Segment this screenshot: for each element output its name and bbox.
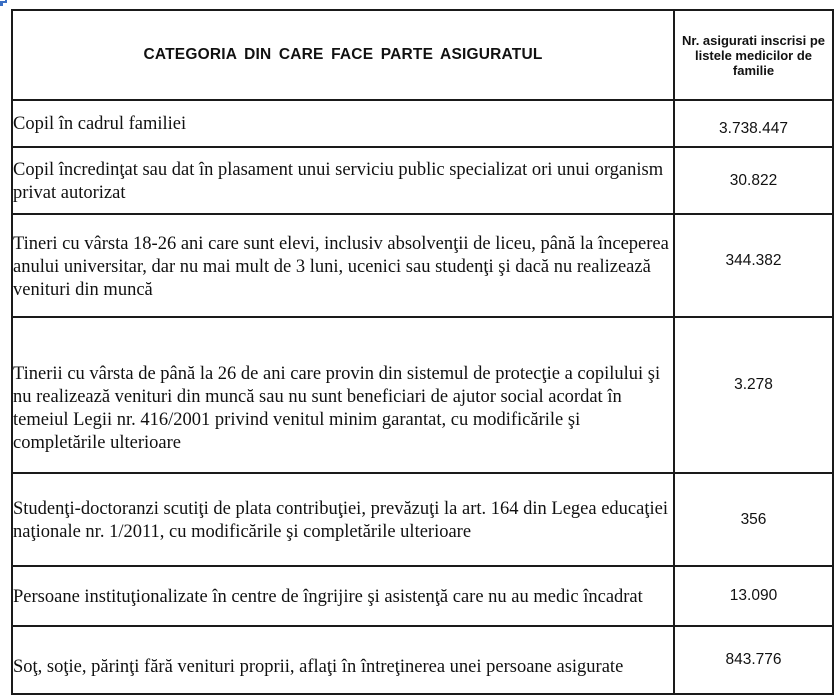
category-cell: Persoane instituţionalizate în centre de îngrijire şi asistenţă care nu au medic încadrat — [12, 566, 674, 626]
count-cell: 13.090 — [674, 566, 833, 626]
header-category: CATEGORIA DIN CARE FACE PARTE ASIGURATUL — [12, 10, 674, 100]
category-cell: Soţ, soţie, părinţi fără venituri proprii, aflaţi în întreţinerea unei persoane asigurate — [12, 626, 674, 694]
count-cell: 3.278 — [674, 317, 833, 473]
table-row — [12, 214, 833, 317]
category-cell: Copil încredinţat sau dat în plasament unui serviciu public specializat ori unui organism privat autorizat — [12, 147, 674, 214]
table-row — [12, 626, 833, 694]
count-cell: 30.822 — [674, 147, 833, 214]
count-cell: 843.776 — [674, 626, 833, 694]
table-anchor-icon — [0, 0, 7, 6]
count-cell: 356 — [674, 473, 833, 566]
category-cell: Tineri cu vârsta 18-26 ani care sunt elevi, inclusiv absolvenţii de liceu, până la începerea anului universitar, dar nu mai mult de 3 luni, ucenici sau studenţi şi dacă nu realizează venituri din muncă — [12, 214, 674, 317]
table-row — [12, 317, 833, 473]
table-row — [12, 566, 833, 626]
table-row — [12, 100, 833, 147]
table-header-row — [12, 10, 833, 100]
count-cell: 3.738.447 — [674, 100, 833, 147]
category-cell: Tinerii cu vârsta de până la 26 de ani care provin din sistemul de protecţie a copilului şi nu realizează venituri din muncă sau nu sunt beneficiari de ajutor social acordat în temeiul Legii nr. 416/2001 privind venitul minim garantat, cu modificările şi completările ulterioare — [12, 317, 674, 473]
insured-categories-table — [11, 9, 834, 695]
category-cell: Studenţi-doctoranzi scutiţi de plata contribuţiei, prevăzuţi la art. 164 din Legea educaţiei naţionale nr. 1/2011, cu modificările şi completările ulterioare — [12, 473, 674, 566]
table-row — [12, 147, 833, 214]
count-cell: 344.382 — [674, 214, 833, 317]
category-cell: Copil în cadrul familiei — [12, 100, 674, 147]
table-row — [12, 473, 833, 566]
header-count: Nr. asigurati inscrisi pe listele medicilor de familie — [674, 10, 833, 100]
